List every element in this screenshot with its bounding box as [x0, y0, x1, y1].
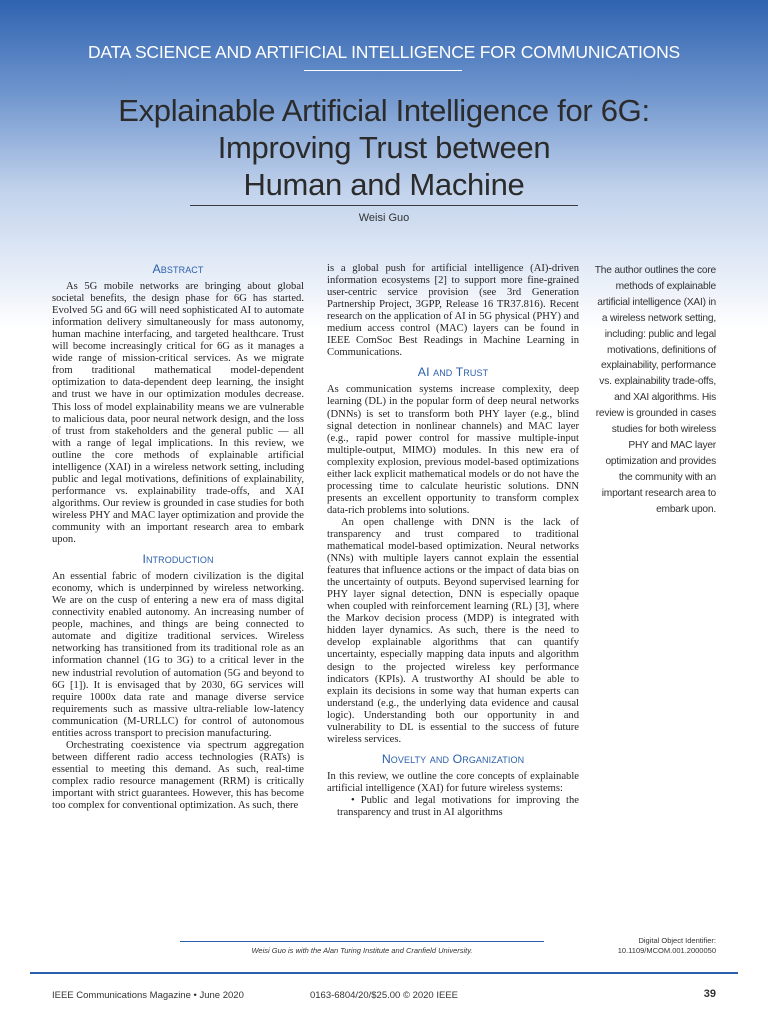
continued-paragraph: is a global push for artificial intelligence (AI)-driven information ecosystems [2] to support more fine-grained user-centric service provision (see 3rd Generation Partnership Project, 3GPP, Release 16 TR37.816). Recent research on the application of AI in 5G physical (PHY) and medium access control (MAC) layers can be found in IEEE ComSoc Best Readings in Machine Learning in Communications. — [327, 263, 579, 359]
column-middle — [327, 263, 579, 819]
novelty-heading: Novelty and Organization — [381, 751, 525, 766]
author-name: Weisi Guo — [358, 212, 410, 224]
ai-and-trust-heading: AI and Trust — [417, 365, 489, 380]
page-number: 39 — [703, 988, 716, 1000]
bullet-item: • Public and legal motivations for improving the transparency and trust in AI algorithms — [337, 794, 579, 819]
doi-label: Digital Object Identifier: — [638, 936, 716, 945]
doi-value: 10.1109/MCOM.001.2000050 — [617, 946, 716, 955]
pull-quote: The author outlines the core methods of explainable artificial intelligence (XAI) in a wireless network setting, including: public and legal motivations, definitions of explainability, performance vs. explainability trade-offs, and XAI algorithms. His review is grounded in cases studies for both wireless PHY and MAC layer optimization and provides the community with an important research area to embark upon. — [594, 265, 716, 515]
title-line-2: Improving Trust between — [217, 130, 551, 165]
journal-footer: IEEE Communications Magazine • June 2020 — [52, 990, 244, 1001]
ai-trust-paragraph-1: As communication systems increase complexity, deep learning (DL) in the popular form of deep neural networks (DNNs) is set to transform both PHY layer (e.g., blind signal detection in nonlinear channels) and MAC layer (e.g., rapid power control for massive multiple-input multiple-output, MIMO) modules. In this new era of complexity explosion, previous model-based optimizations either lack explicit mathematical models or do not have the processing time to calculate heuristic solutions. DNN presents an excellent opportunity to transform complex data-rich problems into solutions. — [327, 384, 579, 516]
intro-paragraph-1: An essential fabric of modern civilization is the digital economy, which is underpinned by wireless networking. We are on the cusp of entering a new era of mass digital connectivity enabled autonomy. An increasing number of people, machines, and things are being connected to automate and digitize traditional services. Wireless networking has transitioned from its traditional role as an information channel (1G to 3G) to a critical lever in the new industrial revolution of automation (5G and beyond to 6G [1]). It is envisaged that by 2030, 6G services will require 1000x data rate and manage diverse service requirements such as massive ultra-reliable low-latency communication (M-URLLC) for control of autonomous entities across transport to precision manufacturing. — [52, 571, 304, 739]
intro-paragraph-2: Orchestrating coexistence via spectrum aggregation between different radio access technologies (RATs) is essential to meeting this demand. As such, real-time complex radio resource management (RRM) is critically important with strict guarantees. However, this has become too complex for conventional optimization. As such, there — [52, 739, 304, 812]
footnote-rule — [180, 941, 544, 942]
article-title — [60, 92, 708, 203]
title-line-3: Human and Machine — [243, 167, 525, 202]
abstract-text: As 5G mobile networks are bringing about global societal benefits, the design phase for 6G has started. Evolved 5G and 6G will need sophisticated AI to automate information delivery simultaneously for mass autonomy, human machine interfacing, and targeted healthcare. Trust will become increasingly critical for 6G as it manages a wide range of mission-critical services. As we migrate from traditional mathematical model-dependent optimization to data-dependent deep learning, the insight and trust we have in our optimization modules decrease. This loss of model explainability means we are vulnerable to malicious data, poor neural network design, and the loss of trust from stakeholders and the general public — all with a range of legal implications. In this review, we outline the core methods of explainable artificial intelligence (XAI) in a wireless network setting, including public and legal motivations, definitions of explainability, performance vs. explainability trade-offs, and XAI algorithms. Our review is grounded in case studies for both wireless PHY and MAC layer optimization and provide the community with an important research area to embark upon. — [52, 281, 304, 546]
doi-block — [560, 936, 716, 956]
title-line-1: Explainable Artificial Intelligence for 6G: — [118, 93, 650, 128]
title-rule — [190, 205, 578, 206]
author-affiliation-footnote: Weisi Guo is with the Alan Turing Institute and Cranfield University. — [251, 946, 473, 955]
section-tag: DATA SCIENCE AND ARTIFICIAL INTELLIGENCE FOR COMMUNICATIONS — [87, 42, 681, 62]
footer-rule — [30, 972, 738, 974]
abstract-heading: Abstract — [152, 262, 204, 276]
section-tag-rule — [304, 70, 462, 71]
novelty-paragraph: In this review, we outline the core concepts of explainable artificial intelligence (XAI) for future wireless systems: — [327, 770, 579, 794]
column-left — [52, 263, 304, 812]
introduction-heading: Introduction — [142, 552, 214, 567]
ai-trust-paragraph-2: An open challenge with DNN is the lack of transparency and trust compared to traditional mathematical model-based optimization. Neural networks (NNs) with multiple layers cannot explain the essential features that influence actions or the impact of data bias on the uncertainty of outputs. Beyond supervised learning for PHY layer signal detection, DNN is especially opaque when coupled with reinforcement learning (RL) [3], where the Markov decision process (MDP) is integrated with hidden layer dynamics. As such, there is the need to develop explainable algorithms that can quantify uncertainty, especially mapping data inputs and algorithm design to the projected wireless key performance indicators (KPIs). A trustworthy AI should be able to explain its decisions in some way that human experts can understand (e.g., the underlying data evidence and causal logic). Understanding both our opportunity in and vulnerability to DL is essential to the success of future wireless services. — [327, 516, 579, 745]
copyright-footer: 0163-6804/20/$25.00 © 2020 IEEE — [309, 990, 459, 1001]
